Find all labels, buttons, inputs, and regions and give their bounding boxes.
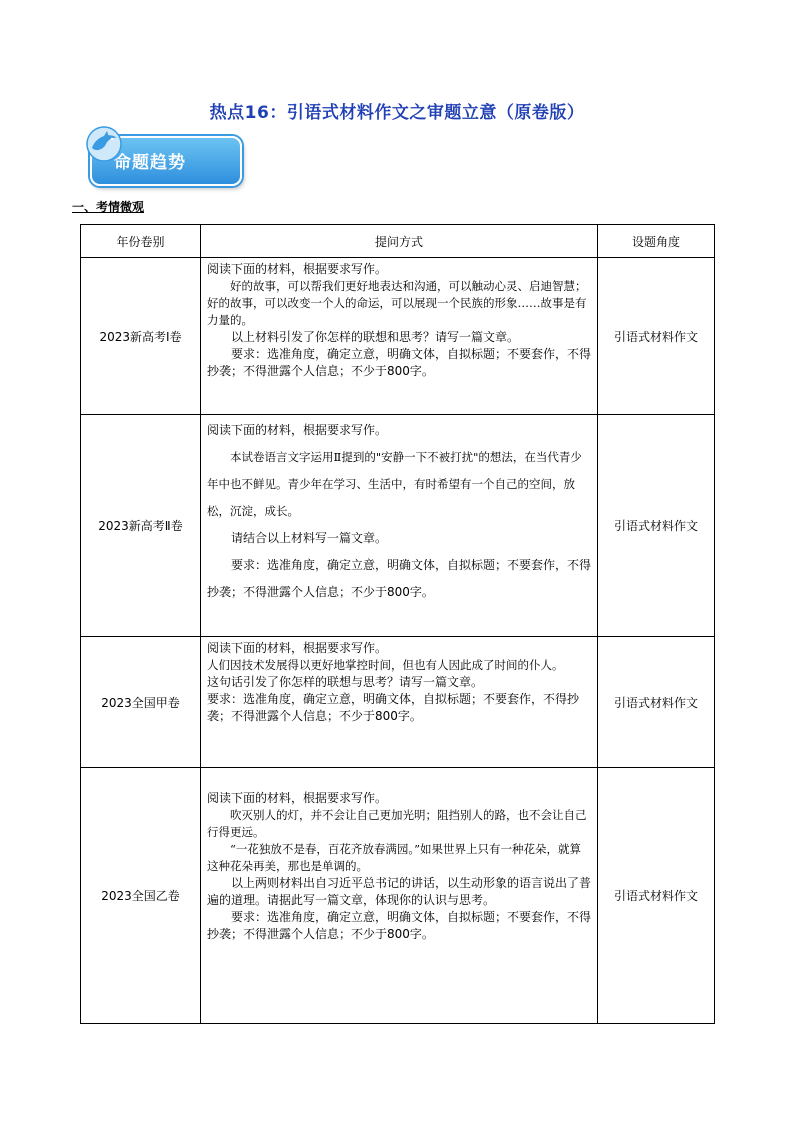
question-cell [201, 415, 598, 637]
instruction-line: 阅读下面的材料，根据要求写作。 [207, 423, 388, 437]
page-title: 热点16：引语式材料作文之审题立意（原卷版） [209, 103, 585, 123]
angle-cell: 引语式材料作文 [598, 637, 715, 768]
question-cell [201, 637, 598, 768]
requirement-text: 要求：选准角度，确定立意，明确文体，自拟标题；不要套作，不得抄袭；不得泄露个人信息；不少于800字。 [207, 558, 592, 599]
material-text: “一花独放不是春，百花齐放春满园。”如果世界上只有一种花朵，就算这种花朵再美，那也是单调的。 [207, 842, 582, 873]
badge-label: 命题趋势 [114, 153, 186, 173]
instruction-line: 阅读下面的材料，根据要求写作。 [207, 262, 388, 276]
table-row [81, 258, 715, 415]
material-text: 本试卷语言文字运用Ⅱ提到的"安静一下不被打扰"的想法，在当代青少年中也不鲜见。青少年在学习、生活中，有时希望有一个自己的空间，放松，沉淀，成长。 [207, 450, 582, 518]
angle-cell: 引语式材料作文 [598, 415, 715, 637]
header-angle: 设题角度 [598, 225, 715, 258]
table-header-row [81, 225, 715, 258]
material-text: 好的故事，可以帮我们更好地表达和沟通，可以触动心灵、启迪智慧；好的故事，可以改变一个人的命运，可以展现一个民族的形象……故事是有力量的。 [207, 279, 587, 327]
year-cell: 2023全国乙卷 [81, 768, 201, 1024]
year-cell: 2023新高考Ⅰ卷 [81, 258, 201, 415]
requirement-text: 要求：选准角度，确定立意，明确文体，自拟标题；不要套作，不得抄袭；不得泄露个人信息；不少于800字。 [207, 910, 592, 941]
requirement-text: 要求：选准角度，确定立意，明确文体，自拟标题；不要套作，不得抄袭；不得泄露个人信息；不少于800字。 [207, 692, 580, 723]
material-text: 吹灭别人的灯，并不会让自己更加光明；阻挡别人的路，也不会让自己行得更远。 [207, 808, 587, 839]
topic-trend-badge [84, 124, 244, 190]
table-row [81, 768, 715, 1024]
prompt-text: 以上材料引发了你怎样的联想和思考？请写一篇文章。 [231, 330, 520, 344]
question-cell [201, 258, 598, 415]
header-year: 年份卷别 [81, 225, 201, 258]
prompt-text: 以上两则材料出自习近平总书记的讲话，以生动形象的语言说出了普遍的道理。请据此写一篇文章，体现你的认识与思考。 [207, 876, 592, 907]
instruction-line: 阅读下面的材料，根据要求写作。 [207, 791, 388, 805]
table-row [81, 415, 715, 637]
angle-cell: 引语式材料作文 [598, 768, 715, 1024]
exam-table [80, 224, 715, 1024]
header-question: 提问方式 [201, 225, 598, 258]
material-text: 人们因技术发展得以更好地掌控时间，但也有人因此成了时间的仆人。 [207, 658, 564, 672]
prompt-text: 请结合以上材料写一篇文章。 [231, 531, 388, 545]
year-cell: 2023新高考Ⅱ卷 [81, 415, 201, 637]
year-cell: 2023全国甲卷 [81, 637, 201, 768]
prompt-text: 这句话引发了你怎样的联想与思考？请写一篇文章。 [207, 675, 484, 689]
angle-cell: 引语式材料作文 [598, 258, 715, 415]
section-heading: 一、考情微观 [72, 200, 145, 214]
instruction-line: 阅读下面的材料，根据要求写作。 [207, 641, 388, 655]
question-cell [201, 768, 598, 1024]
table-row [81, 637, 715, 768]
requirement-text: 要求：选准角度，确定立意，明确文体，自拟标题；不要套作，不得抄袭；不得泄露个人信息；不少于800字。 [207, 347, 592, 378]
